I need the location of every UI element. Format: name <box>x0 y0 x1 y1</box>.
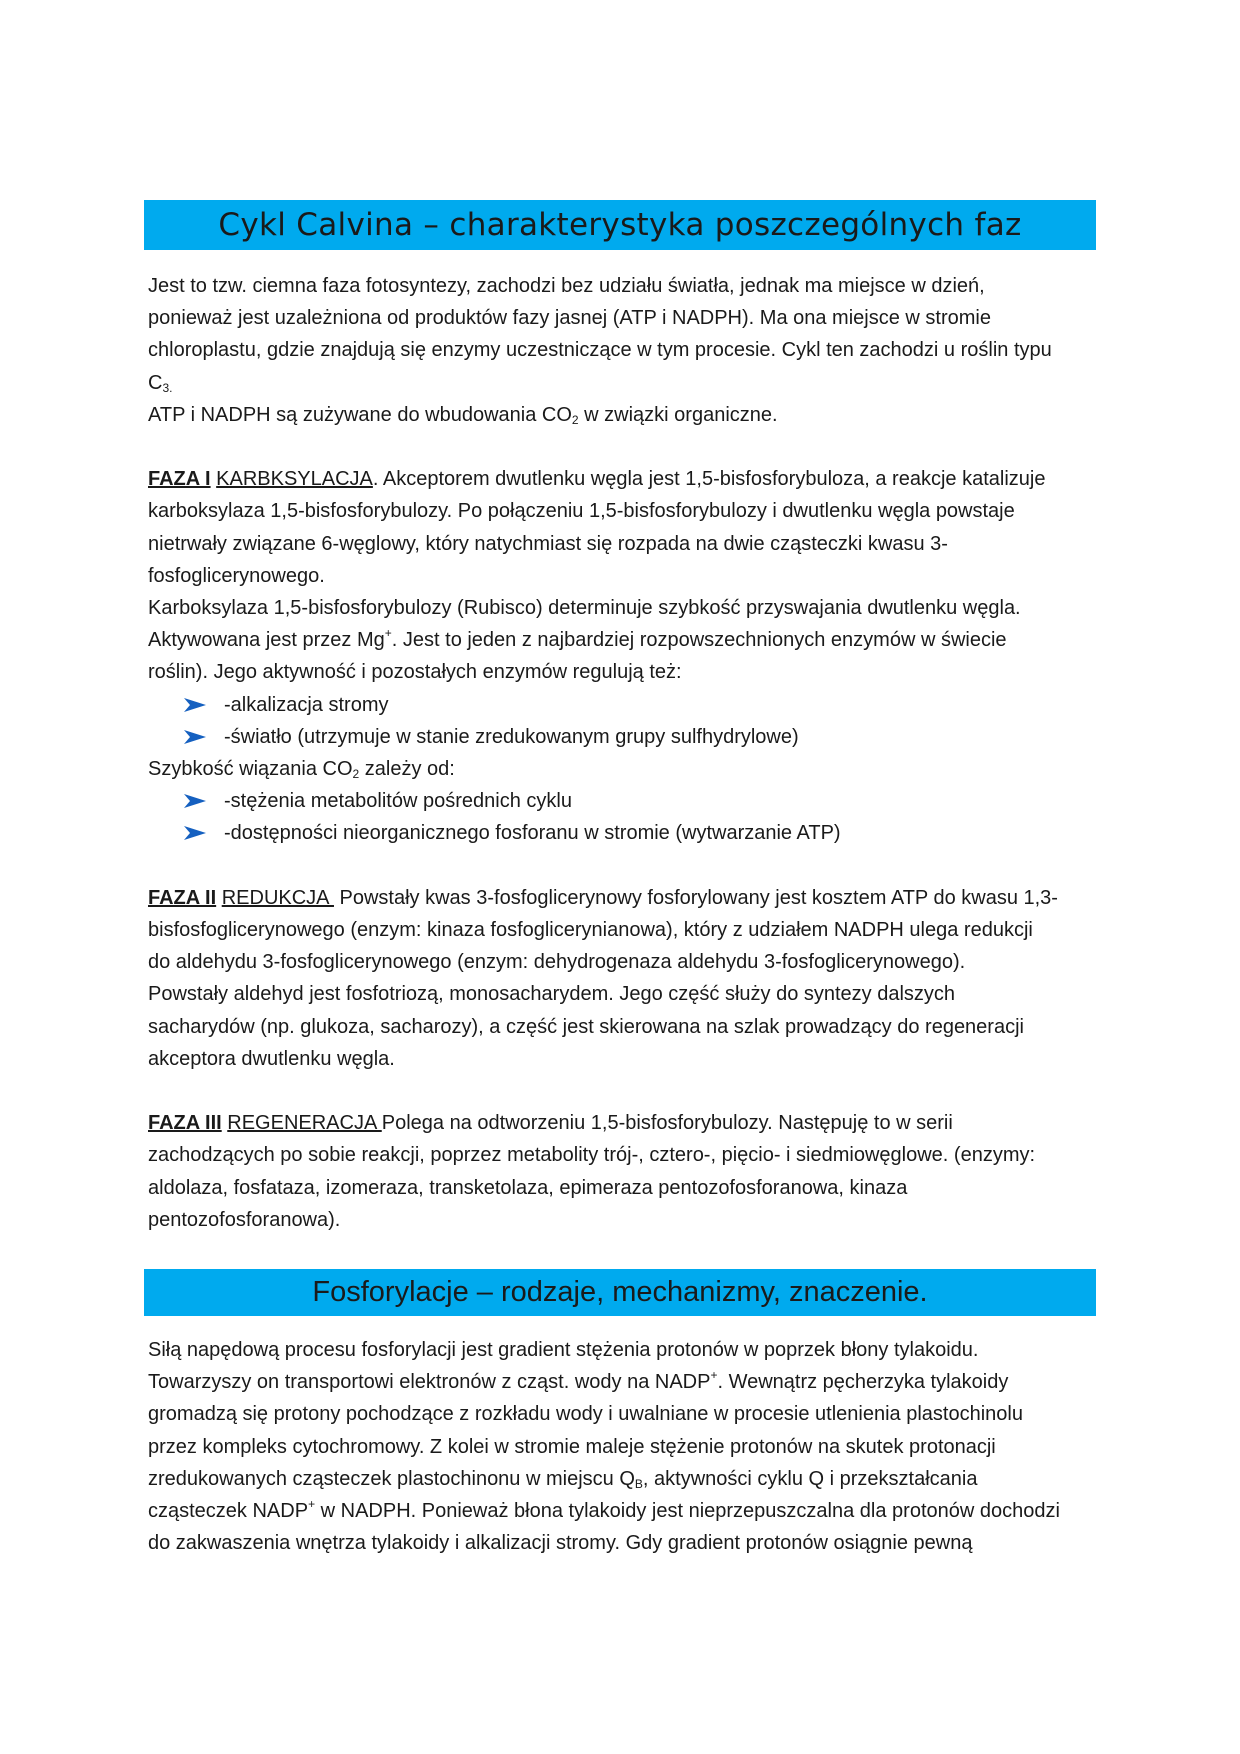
phosphorylation-body <box>148 1334 1098 1559</box>
phase3-text-line: aldolaza, fosfataza, izomeraza, transketolaza, epimeraza pentozofosforanowa, kinaza <box>148 1176 908 1199</box>
text-line: gromadzą się protony pochodzące z rozkładu wody i uwalniane w procesie utlenienia plastochinolu <box>148 1403 1023 1426</box>
intro-line: ponieważ jest uzależniona od produktów fazy jasnej (ATP i NADPH). Ma ona miejsce w stromie <box>148 307 991 330</box>
arrow-bullet-icon <box>184 730 206 744</box>
intro-line: chloroplastu, gdzie znajdują się enzymy uczestniczące w tym procesie. Cykl ten zachodzi u roślin typu <box>148 339 1052 362</box>
phase2-line: FAZA II REDUKCJA Powstały kwas 3-fosfoglicerynowy fosforylowany jest kosztem ATP do kwasu 1,3- <box>148 886 1058 909</box>
spacer <box>148 850 1098 882</box>
phase1-text-line: Karboksylaza 1,5-bisfosforybulozy (Rubisco) determinuje szybkość przyswajania dwutlenku węgla. <box>148 597 1021 620</box>
text-line: Siłą napędową procesu fosforylacji jest gradient stężenia protonów w poprzek błony tylakoidu. <box>148 1339 979 1361</box>
phase1-text-line: nietrwały związane 6-węglowy, który natychmiast się rozpada na dwie cząsteczki kwasu 3- <box>148 532 948 555</box>
arrow-bullet-icon <box>184 698 206 712</box>
phase2-text-line: sacharydów (np. glukoza, sacharozy), a część jest skierowana na szlak prowadzący do regeneracji <box>148 1015 1024 1038</box>
phase2-name: REDUKCJA <box>221 886 334 909</box>
c3-label: $C_{3.}$ <box>148 371 173 395</box>
phase1-text-line: roślin). Jego aktywność i pozostałych enzymów regulują też: <box>148 661 682 684</box>
spacer <box>148 1075 1098 1107</box>
phase1-name: KARBKSYLACJA <box>216 468 373 491</box>
phase3-text-line: zachodzących po sobie reakcji, poprzez metabolity trój-, cztero-, pięcio- i siedmiowęglowe. (enzymy: <box>148 1144 1036 1167</box>
intro-line: Jest to tzw. ciemna faza fotosyntezy, zachodzi bez udziału światła, jednak ma miejsce w dzień, <box>148 275 985 297</box>
phase2-text-line: bisfosfoglicerynowego (enzym: kinaza fosfoglicerynianowa), który z udziałem NADPH ulega redukcji <box>148 919 1033 942</box>
phase1-line: FAZA I KARBKSYLACJA. Akceptorem dwutlenku węgla jest 1,5-bisfosforybuloza, a reakcje katalizuje <box>148 468 1046 491</box>
rate-line: Szybkość wiązania $CO_2$ zależy od: <box>148 758 455 782</box>
text-line: Towarzyszy on transportowi elektronów z cząst. wody na NADP+. Wewnątrz pęcherzyka tylakoidy <box>148 1368 1009 1394</box>
spacer <box>148 431 1098 463</box>
bullet-item: -dostępności nieorganicznego fosforanu w stromie (wytwarzanie ATP) <box>148 817 1098 849</box>
phase3-label: FAZA III <box>148 1112 222 1135</box>
bullet-item: -alkalizacja stromy <box>148 689 1098 721</box>
arrow-bullet-icon <box>184 794 206 808</box>
phase3-text-line: pentozofosforanowa). <box>148 1208 341 1231</box>
text-line: do zakwaszenia wnętrza tylakoidy i alkalizacji stromy. Gdy gradient protonów osiągnie pewną <box>148 1532 973 1555</box>
phase1-label: FAZA I <box>148 468 211 491</box>
phase1-text-line: fosfoglicerynowego. <box>148 564 325 587</box>
phase3-name: REGENERACJA <box>227 1112 382 1135</box>
phase2-label: FAZA II <box>148 886 217 909</box>
section-title-calvin: Cykl Calvina – charakterystyka poszczególnych faz <box>144 200 1096 250</box>
text-line: cząsteczek NADP+ w NADPH. Ponieważ błona tylakoidy jest nieprzepuszczalna dla protonów dochodzi <box>148 1497 1060 1523</box>
bullet-item: -światło (utrzymuje w stanie zredukowanym grupy sulfhydrylowe) <box>148 721 1098 753</box>
phase2-text-line: akceptora dwutlenku węgla. <box>148 1047 395 1070</box>
arrow-bullet-icon <box>184 826 206 840</box>
calvin-body <box>148 270 1098 1236</box>
text-line: przez kompleks cytochromowy. Z kolei w stromie maleje stężenie protonów na skutek protonacji <box>148 1435 996 1458</box>
atp-line: ATP i NADPH są zużywane do wbudowania $CO_2$ w związki organiczne. <box>148 403 778 427</box>
bullet-item: -stężenia metabolitów pośrednich cyklu <box>148 785 1098 817</box>
phase3-line: FAZA III REGENERACJA Polega na odtworzeniu 1,5-bisfosforybulozy. Następuję to w serii <box>148 1112 953 1135</box>
phase2-text-line: do aldehydu 3-fosfoglicerynowego (enzym: dehydrogenaza aldehydu 3-fosfoglicerynowego). <box>148 951 966 974</box>
text-line: zredukowanych cząsteczek plastochinonu w miejscu $Q_B$, aktywności cyklu Q i przekształcania <box>148 1467 978 1491</box>
phase2-text-line: Powstały aldehyd jest fosfotriozą, monosacharydem. Jego część służy do syntezy dalszych <box>148 983 956 1006</box>
section-title-phosphorylation: Fosforylacje – rodzaje, mechanizmy, znaczenie. <box>144 1269 1096 1316</box>
mg-line: Aktywowana jest przez Mg+. Jest to jeden z najbardziej rozpowszechnionych enzymów w świecie <box>148 626 1007 652</box>
phase1-text-line: karboksylaza 1,5-bisfosforybulozy. Po połączeniu 1,5-bisfosforybulozy i dwutlenku węgla powstaje <box>148 500 1015 523</box>
